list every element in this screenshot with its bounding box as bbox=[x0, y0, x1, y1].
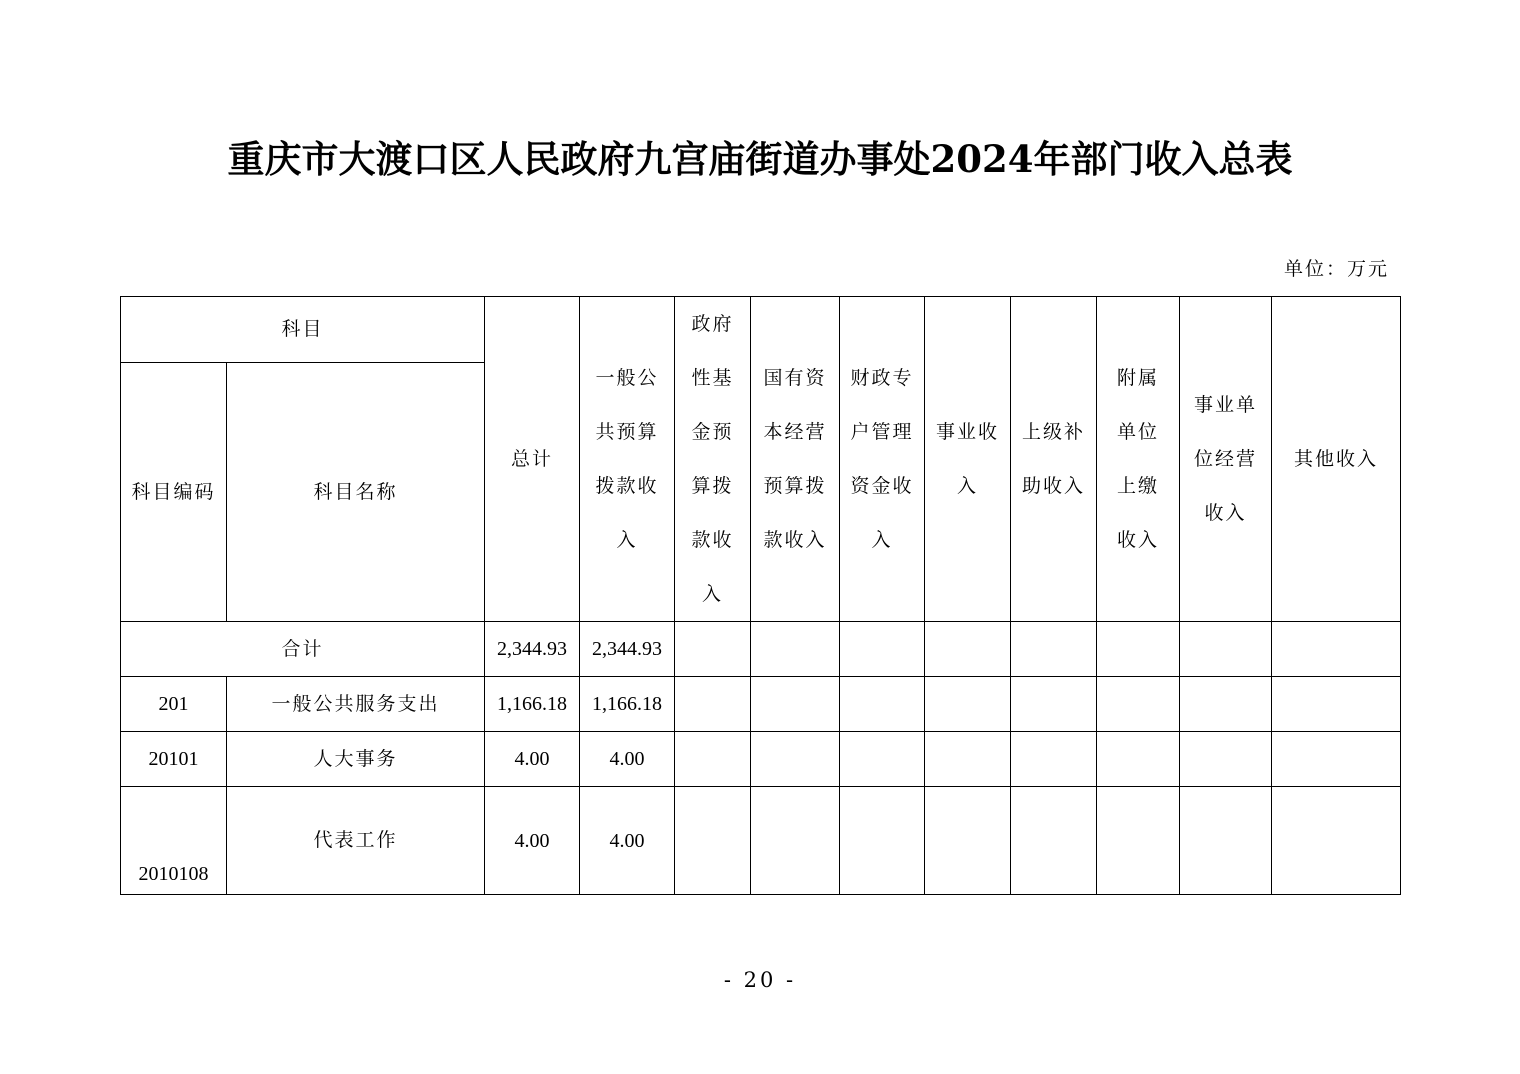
empty-cell bbox=[925, 732, 1011, 787]
empty-cell bbox=[925, 787, 1011, 895]
header-fiscal-special-text: 财政专户管理资金收入 bbox=[850, 367, 914, 551]
row-name: 人大事务 bbox=[227, 732, 485, 787]
row-general-budget: 1,166.18 bbox=[580, 677, 675, 732]
table-row bbox=[121, 732, 1401, 787]
row-code: 2010108 bbox=[121, 787, 227, 895]
empty-cell bbox=[925, 677, 1011, 732]
table-row bbox=[121, 787, 1401, 895]
total-row-total: 2,344.93 bbox=[485, 622, 580, 677]
empty-cell bbox=[1272, 622, 1401, 677]
empty-cell bbox=[1180, 732, 1272, 787]
page-number: - 20 - bbox=[723, 968, 797, 992]
header-gov-fund bbox=[675, 297, 751, 622]
header-business-operation-text: 事业单位经营收入 bbox=[1194, 394, 1258, 524]
row-general-budget: 4.00 bbox=[580, 787, 675, 895]
header-subject-code: 科目编码 bbox=[121, 362, 227, 621]
header-total: 总计 bbox=[485, 297, 580, 622]
empty-cell bbox=[1097, 622, 1180, 677]
header-general-budget-text: 一般公共预算拨款收入 bbox=[595, 367, 659, 551]
table-row bbox=[121, 677, 1401, 732]
header-business-operation bbox=[1180, 297, 1272, 622]
empty-cell bbox=[840, 677, 925, 732]
empty-cell bbox=[751, 622, 840, 677]
empty-cell bbox=[1180, 787, 1272, 895]
empty-cell bbox=[1272, 677, 1401, 732]
empty-cell bbox=[840, 732, 925, 787]
header-business-income bbox=[925, 297, 1011, 622]
row-code: 201 bbox=[121, 677, 227, 732]
empty-cell bbox=[1097, 787, 1180, 895]
empty-cell bbox=[1180, 622, 1272, 677]
row-name: 代表工作 bbox=[227, 787, 485, 895]
empty-cell bbox=[1011, 677, 1097, 732]
header-row-1 bbox=[121, 297, 1401, 363]
empty-cell bbox=[1011, 732, 1097, 787]
row-name: 一般公共服务支出 bbox=[227, 677, 485, 732]
empty-cell bbox=[751, 677, 840, 732]
empty-cell bbox=[751, 787, 840, 895]
empty-cell bbox=[1011, 787, 1097, 895]
empty-cell bbox=[675, 787, 751, 895]
header-state-capital bbox=[751, 297, 840, 622]
row-total: 4.00 bbox=[485, 732, 580, 787]
empty-cell bbox=[1097, 732, 1180, 787]
empty-cell bbox=[840, 622, 925, 677]
unit-label: 单位：万元 bbox=[1283, 258, 1389, 280]
empty-cell bbox=[1272, 787, 1401, 895]
empty-cell bbox=[675, 732, 751, 787]
empty-cell bbox=[751, 732, 840, 787]
header-superior-subsidy-text: 上级补助收入 bbox=[1022, 421, 1086, 497]
empty-cell bbox=[675, 677, 751, 732]
empty-cell bbox=[1097, 677, 1180, 732]
revenue-table bbox=[120, 296, 1401, 895]
header-fiscal-special bbox=[840, 297, 925, 622]
header-general-budget bbox=[580, 297, 675, 622]
header-affiliated-payment bbox=[1097, 297, 1180, 622]
page-title: 重庆市大渡口区人民政府九宫庙街道办事处2024年部门收入总表 bbox=[227, 137, 1293, 181]
empty-cell bbox=[1272, 732, 1401, 787]
total-row bbox=[121, 622, 1401, 677]
header-subject-name: 科目名称 bbox=[227, 362, 485, 621]
empty-cell bbox=[675, 622, 751, 677]
empty-cell bbox=[840, 787, 925, 895]
row-general-budget: 4.00 bbox=[580, 732, 675, 787]
row-total: 1,166.18 bbox=[485, 677, 580, 732]
empty-cell bbox=[1180, 677, 1272, 732]
header-subject-group: 科目 bbox=[121, 297, 485, 363]
row-code: 20101 bbox=[121, 732, 227, 787]
header-state-capital-text: 国有资本经营预算拨款收入 bbox=[763, 367, 827, 551]
total-row-general-budget: 2,344.93 bbox=[580, 622, 675, 677]
empty-cell bbox=[925, 622, 1011, 677]
header-gov-fund-text: 政府性基金预算拨款收入 bbox=[691, 313, 734, 605]
empty-cell bbox=[1011, 622, 1097, 677]
row-total: 4.00 bbox=[485, 787, 580, 895]
total-label: 合计 bbox=[121, 622, 485, 677]
header-affiliated-payment-text: 附属单位上缴收入 bbox=[1117, 367, 1160, 551]
header-other-income: 其他收入 bbox=[1272, 297, 1401, 622]
header-business-income-text: 事业收入 bbox=[936, 421, 1000, 497]
header-superior-subsidy bbox=[1011, 297, 1097, 622]
